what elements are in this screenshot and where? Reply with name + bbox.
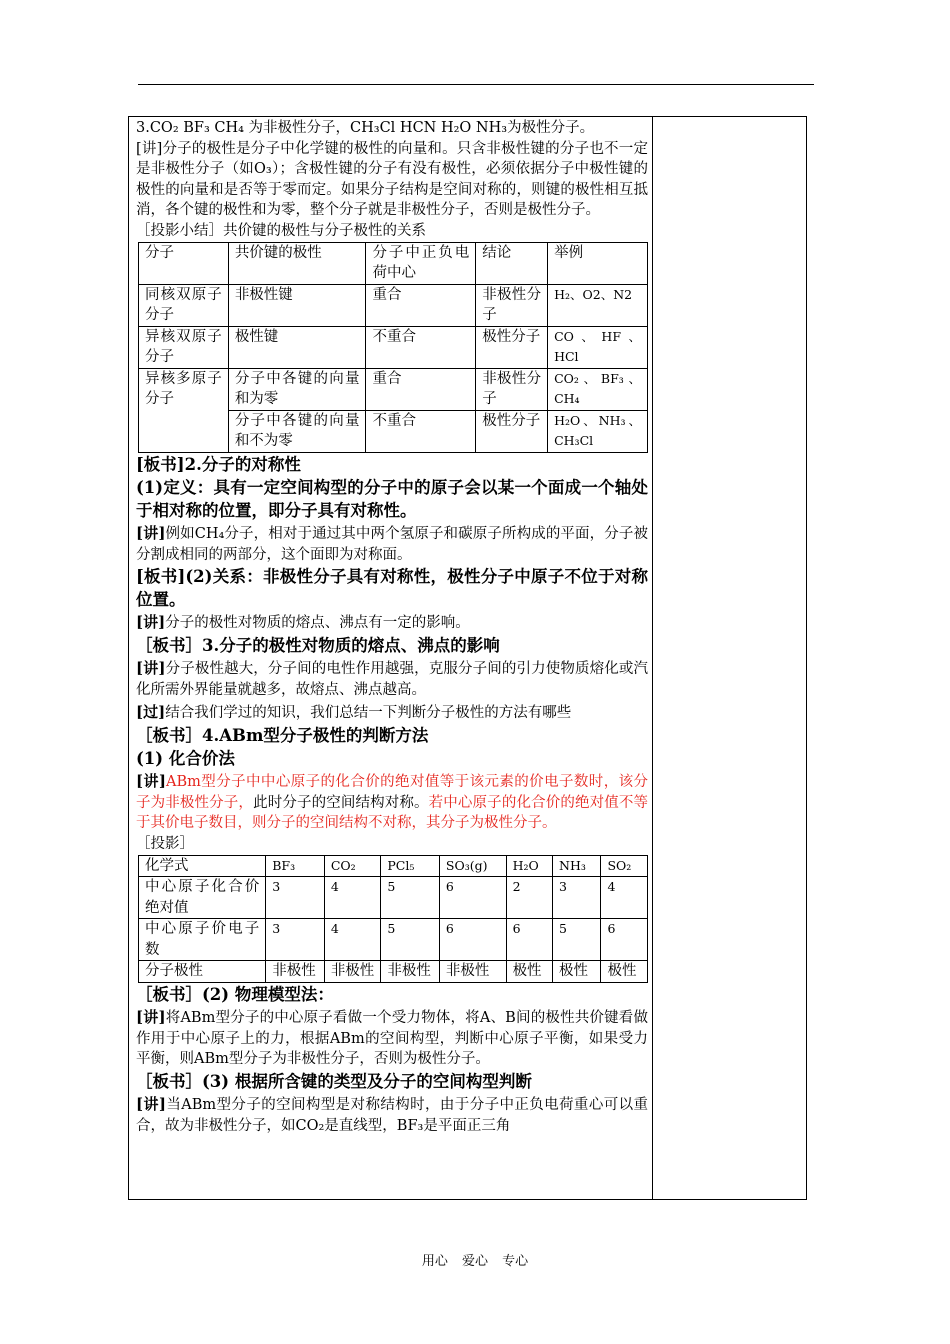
table-header-row <box>139 855 648 877</box>
table-cell: 非极性 <box>381 961 440 983</box>
column-divider <box>652 116 653 1200</box>
table-cell: CO、HF、HCl <box>548 326 648 368</box>
table-cell: H₂、O2、N2 <box>548 284 648 326</box>
table-cell: 极性 <box>506 961 552 983</box>
table-header: 化学式 <box>139 855 266 877</box>
table-cell: 6 <box>506 919 552 961</box>
table-cell: 重合 <box>366 368 476 410</box>
table-cell: 2 <box>506 877 552 919</box>
red-text: ABm型分子中中心原子的化合价的绝对值等于该元素的价电子数时，该分子为非极性分子， <box>136 773 649 811</box>
table-cell: 非极性分子 <box>476 284 548 326</box>
jiang-label: [讲] <box>136 659 166 678</box>
table-cell: 异核多原子分子 <box>139 368 229 452</box>
section2-text2: 分子的极性对物质的熔点、沸点有一定的影响。 <box>165 615 470 632</box>
table-cell: CO₂、BF₃、CH₄ <box>548 368 648 410</box>
section3-title: ［板书］3.分子的极性对物质的熔点、沸点的影响 <box>136 636 500 656</box>
model-method-paragraph <box>136 1006 648 1070</box>
projection-label: ［投影］ <box>136 835 194 852</box>
table-cell: 6 <box>439 919 506 961</box>
section4-subtitle: (1) 化合价法 <box>136 748 235 768</box>
header-rule <box>138 84 814 85</box>
table-header: 分子 <box>139 242 229 284</box>
table-cell: 中心原子价电子数 <box>139 919 266 961</box>
transition-text: 结合我们学过的知识，我们总结一下判断分子极性的方法有哪些 <box>165 704 572 721</box>
table-cell: 极性 <box>601 961 648 983</box>
table-cell: 非极性分子 <box>476 368 548 410</box>
section2-paragraph <box>136 522 648 566</box>
table-cell: H₂O、NH₃、CH₃Cl <box>548 410 648 452</box>
polarity-table <box>138 242 648 453</box>
section4-title: ［板书］4.ABm型分子极性的判断方法 <box>136 725 429 745</box>
table-cell: 6 <box>439 877 506 919</box>
section2-title: [板书]2.分子的对称性 <box>136 454 301 474</box>
table-row <box>139 877 648 919</box>
table-cell: 3 <box>266 877 325 919</box>
table-header: NH₃ <box>553 855 601 877</box>
table-header: 分子中正负电荷中心 <box>366 242 476 284</box>
main-content <box>136 118 648 1136</box>
jiang-label: [讲] <box>136 1007 166 1026</box>
table-header: 结论 <box>476 242 548 284</box>
valence-table <box>138 855 648 983</box>
table-row <box>139 326 648 368</box>
page-footer: 用心 爱心 专心 <box>421 1254 529 1269</box>
jiang-label: [讲] <box>136 1094 166 1113</box>
guo-label: [过] <box>136 702 166 721</box>
table-cell: 中心原子化合价绝对值 <box>139 877 266 919</box>
table-header: 共价键的极性 <box>228 242 366 284</box>
table-header: BF₃ <box>266 855 325 877</box>
intro-text: 分子的极性是分子中化学键的极性的向量和。只含非极性键的分子也不一定是非极性分子（如O₃）；含极性键的分子有没有极性，必须依据分子中极性键的极性的向量和是否等于零而定。如果分子结构是空间对称的，则键的极性相互抵消，各个键的极性和为零，整个分子就是非极性分子，否则是极性分子。 <box>136 140 648 219</box>
table-cell: 5 <box>381 877 440 919</box>
table-cell: 不重合 <box>366 410 476 452</box>
table-cell: 3 <box>266 919 325 961</box>
structure-method-text: 当ABm型分子的空间构型是对称结构时，由于分子中正负电荷重心可以重合，故为非极性分子，如CO₂是直线型，BF₃是平面正三角 <box>136 1096 648 1134</box>
section2-text: 例如CH₄分子，相对于通过其中两个氢原子和碳原子所构成的平面，分子被分割成相同的两部分，这个面即为对称面。 <box>136 525 648 563</box>
structure-method-paragraph <box>136 1093 648 1137</box>
table-cell: 4 <box>324 877 381 919</box>
intro-line: 3.CO₂ BF₃ CH₄ 为非极性分子，CH₃Cl HCN H₂O NH₃为极性分子。 <box>136 120 595 136</box>
section2-definition: (1)定义：具有一定空间构型的分子中的原子会以某一个面成一个轴处于相对称的位置，即分子具有对称性。 <box>136 477 648 520</box>
table-cell: 非极性键 <box>228 284 366 326</box>
table-cell: 非极性 <box>324 961 381 983</box>
table-header: 举例 <box>548 242 648 284</box>
table-row <box>139 961 648 983</box>
table-row <box>139 368 648 410</box>
table-cell: 非极性 <box>266 961 325 983</box>
table-header-row <box>139 242 648 284</box>
table-cell: 分子极性 <box>139 961 266 983</box>
table-cell: 不重合 <box>366 326 476 368</box>
table-cell: 重合 <box>366 284 476 326</box>
table-cell: 极性分子 <box>476 326 548 368</box>
table-cell: 4 <box>324 919 381 961</box>
jiang-label: [讲] <box>136 613 166 632</box>
table-cell: 3 <box>553 877 601 919</box>
table-cell: 极性 <box>553 961 601 983</box>
table-cell: 异核双原子分子 <box>139 326 229 368</box>
model-method-title: ［板书］(2) 物理模型法： <box>136 984 334 1004</box>
structure-method-title: ［板书］(3) 根据所含键的类型及分子的空间构型判断 <box>136 1071 532 1091</box>
section3-paragraph <box>136 657 648 701</box>
table-row <box>139 919 648 961</box>
section2-paragraph2 <box>136 611 648 634</box>
jiang-label: [讲] <box>136 771 167 790</box>
table-cell: 5 <box>381 919 440 961</box>
model-method-text: 将ABm型分子的中心原子看做一个受力物体，将A、B间的极性共价键看做作用于中心原子上的力，根据ABm的空间构型，判断中心原子平衡，如果受力平衡，则ABm型分子为非极性分子，否则为极性分子。 <box>136 1009 648 1068</box>
transition-paragraph <box>136 701 648 724</box>
intro-paragraph <box>136 139 648 221</box>
section3-text: 分子极性越大，分子间的电性作用越强，克服分子间的引力使物质熔化或汽化所需外界能量就越多，故熔点、沸点越高。 <box>136 661 649 699</box>
table-header: SO₃(g) <box>439 855 506 877</box>
table-header: H₂O <box>506 855 552 877</box>
jiang-label: [讲] <box>136 140 163 157</box>
table-row <box>139 284 648 326</box>
table-cell: 分子中各键的向量和不为零 <box>228 410 366 452</box>
black-text: 此时分子的空间结构对称。 <box>253 794 429 811</box>
table-cell: 非极性 <box>439 961 506 983</box>
table-cell: 6 <box>601 919 648 961</box>
table-cell: 同核双原子分子 <box>139 284 229 326</box>
table-header: SO₂ <box>601 855 648 877</box>
table-cell: 4 <box>601 877 648 919</box>
table-header: CO₂ <box>324 855 381 877</box>
table-cell: 极性键 <box>228 326 366 368</box>
section2-relation: [板书](2)关系：非极性分子具有对称性，极性分子中原子不位于对称位置。 <box>136 567 648 610</box>
table-cell: 分子中各键的向量和为零 <box>228 368 366 410</box>
table-cell: 5 <box>553 919 601 961</box>
table-cell: 极性分子 <box>476 410 548 452</box>
red-text: 若中心原子的化合价的绝对值不等于其价电子数目，则分子的空间结构不对称，其分子为极性分子。 <box>136 794 649 832</box>
table-header: PCl₅ <box>381 855 440 877</box>
jiang-label: [讲] <box>136 523 166 542</box>
section4-paragraph <box>136 770 648 834</box>
summary-title: ［投影小结］共价键的极性与分子极性的关系 <box>136 222 426 239</box>
